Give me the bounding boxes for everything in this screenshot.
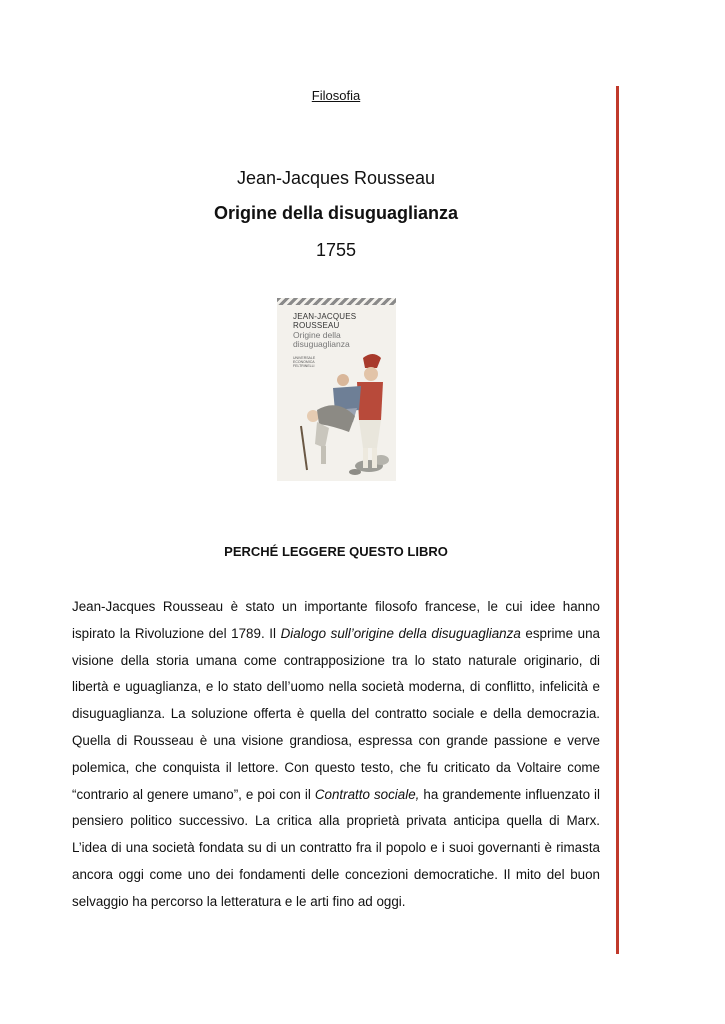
section-heading: PERCHÉ LEGGERE QUESTO LIBRO	[224, 544, 448, 559]
body-italic-dialogo: Dialogo sull’origine della disuguaglianza	[280, 625, 521, 641]
book-author: Jean-Jacques Rousseau	[236, 168, 436, 188]
book-cover-image	[277, 298, 396, 481]
cover-publisher-line2: ECONOMICA	[293, 360, 315, 364]
cover-author-line1: JEAN-JACQUES	[293, 312, 357, 321]
body-text-2: esprime una visione della storia umana come contrapposizione tra lo stato naturale originario, di libertà e uguaglianza, e lo stato dell’uomo nella società moderna, di conflitto, infelicità e disuguaglianza. La soluzione offerta è quella del contratto sociale e della democrazia. Quella di Rousseau è una visione grandiosa, espressa con grande passione e verve polemica, che conquista il lettore. Con questo testo, che fu criticato da Voltaire come “contrario al genere umano”, e poi con il	[72, 625, 600, 802]
body-italic-contratto: Contratto sociale,	[314, 786, 420, 802]
cover-author-line2: ROUSSEAU	[293, 321, 340, 330]
book-year: 1755	[315, 240, 357, 260]
category-label: Filosofia	[311, 88, 361, 103]
cover-illustration	[277, 298, 396, 481]
cover-title-line1: Origine della	[293, 330, 341, 340]
cover-publisher-line3: FELTRINELLI	[293, 364, 315, 368]
body-paragraph	[72, 594, 600, 916]
body-text-3: ha grandemente influenzato il pensiero politico successivo. La critica alla proprietà privata anticipa quella di Marx. L’idea di una società fondata su di un contratto fra il popolo e i suoi governanti è rimasta ancora oggi come uno dei fondamenti delle concezioni democratiche. Il mito del buon selvaggio ha percorso la letteratura e le arti fino ad oggi.	[72, 786, 600, 909]
book-title: Origine della disuguaglianza	[213, 203, 459, 223]
body-text-1: Jean-Jacques Rousseau è stato un importante filosofo francese, le cui idee hanno ispirato la Rivoluzione del 1789. Il	[72, 599, 600, 641]
cover-title-line2: disuguaglianza	[293, 339, 350, 349]
cover-publisher-line1: UNIVERSALE	[293, 356, 316, 360]
